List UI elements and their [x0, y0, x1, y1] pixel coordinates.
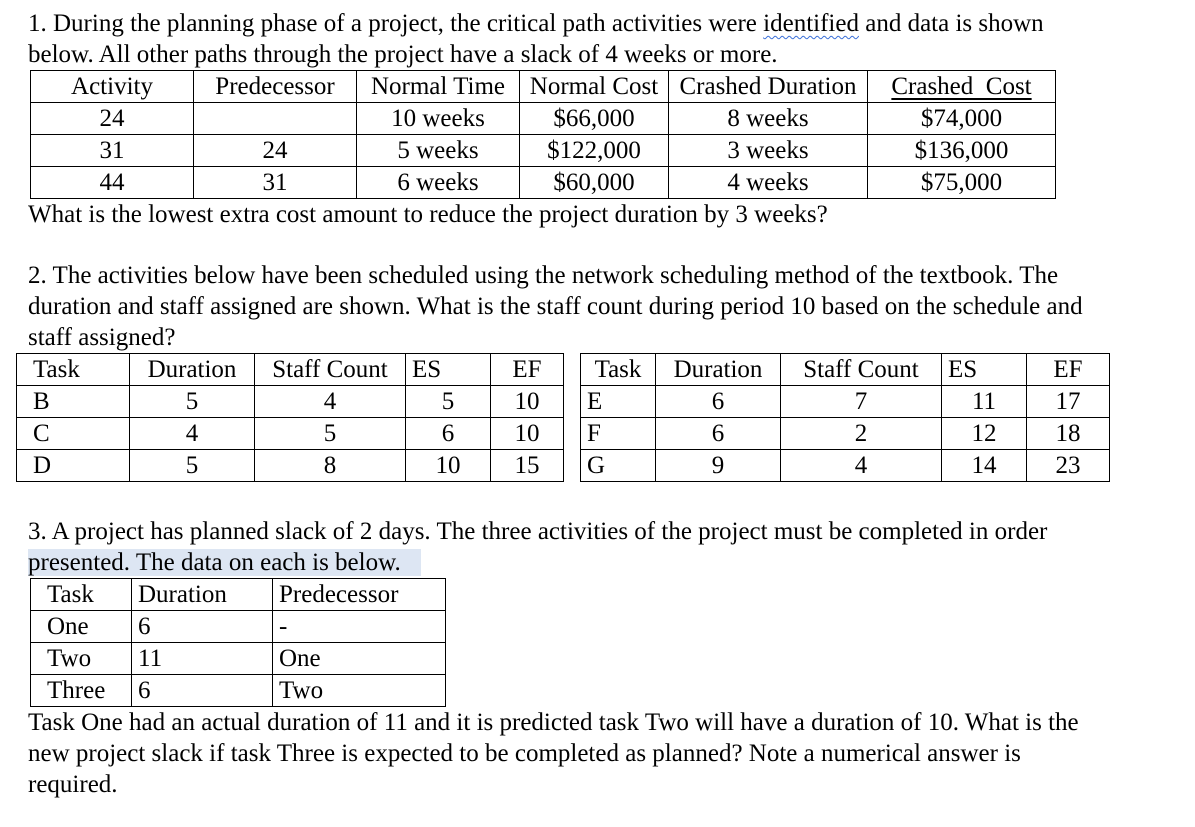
table-row: Three 6 Two — [31, 675, 446, 707]
q3-line2 — [28, 547, 1188, 578]
q3-line1: 3. A project has planned slack of 2 days. The three activities of the project must be completed in order — [28, 518, 1048, 545]
q3-task-table — [30, 578, 446, 707]
q1-crash-table — [30, 70, 1056, 199]
q3-after-line2: new project slack if task Three is expected to be completed as planned? Note a numerical answer is — [28, 740, 1021, 767]
header-cell: Crashed Cost — [868, 71, 1056, 103]
q3-after-line1: Task One had an actual duration of 11 and it is predicted task Two will have a duration of 10. What is the — [28, 709, 1079, 736]
table-row: Two 11 One — [31, 643, 446, 675]
table-header-row — [31, 71, 1056, 103]
q2-schedule-table — [16, 353, 1110, 482]
document — [28, 8, 1188, 800]
q1-intro: 1. During the planning phase of a project, the critical path activities were identified and data is shown — [28, 10, 1044, 37]
header-cell: Normal Time — [357, 71, 520, 103]
q1-question: What is the lowest extra cost amount to reduce the project duration by 3 weeks? — [28, 201, 828, 228]
table-row: 24 10 weeks $66,000 8 weeks $74,000 — [31, 103, 1056, 135]
table-row: C 4 5 6 10 F 6 2 12 18 — [17, 418, 1110, 450]
table-row: D 5 8 10 15 G 9 4 14 23 — [17, 450, 1110, 482]
header-cell: Crashed Duration — [669, 71, 868, 103]
header-cell: Normal Cost — [520, 71, 669, 103]
q1-intro-line2: below. All other paths through the project have a slack of 4 weeks or more. — [28, 41, 778, 68]
table-row: One 6 - — [31, 611, 446, 643]
table-row: 44 31 6 weeks $60,000 4 weeks $75,000 — [31, 167, 1056, 199]
q2-line2: duration and staff assigned are shown. What is the staff count during period 10 based on the schedule and — [28, 293, 1083, 320]
header-cell: Predecessor — [194, 71, 357, 103]
spelling-flag: identified — [763, 10, 859, 37]
table-header-row: Task Duration Predecessor — [31, 579, 446, 611]
table-header-row: Task Duration Staff Count ES EF Task Duration Staff Count ES EF — [17, 354, 1110, 386]
header-cell: Activity — [31, 71, 194, 103]
q3-after-line3: required. — [28, 771, 118, 798]
q2-line1: 2. The activities below have been scheduled using the network scheduling method of the textbook. The — [28, 262, 1059, 289]
text-selection-highlight: presented. The data on each is below. — [28, 549, 421, 576]
q2-line3: staff assigned? — [28, 324, 176, 351]
table-row: B 5 4 5 10 E 6 7 11 17 — [17, 386, 1110, 418]
table-row: 31 24 5 weeks $122,000 3 weeks $136,000 — [31, 135, 1056, 167]
